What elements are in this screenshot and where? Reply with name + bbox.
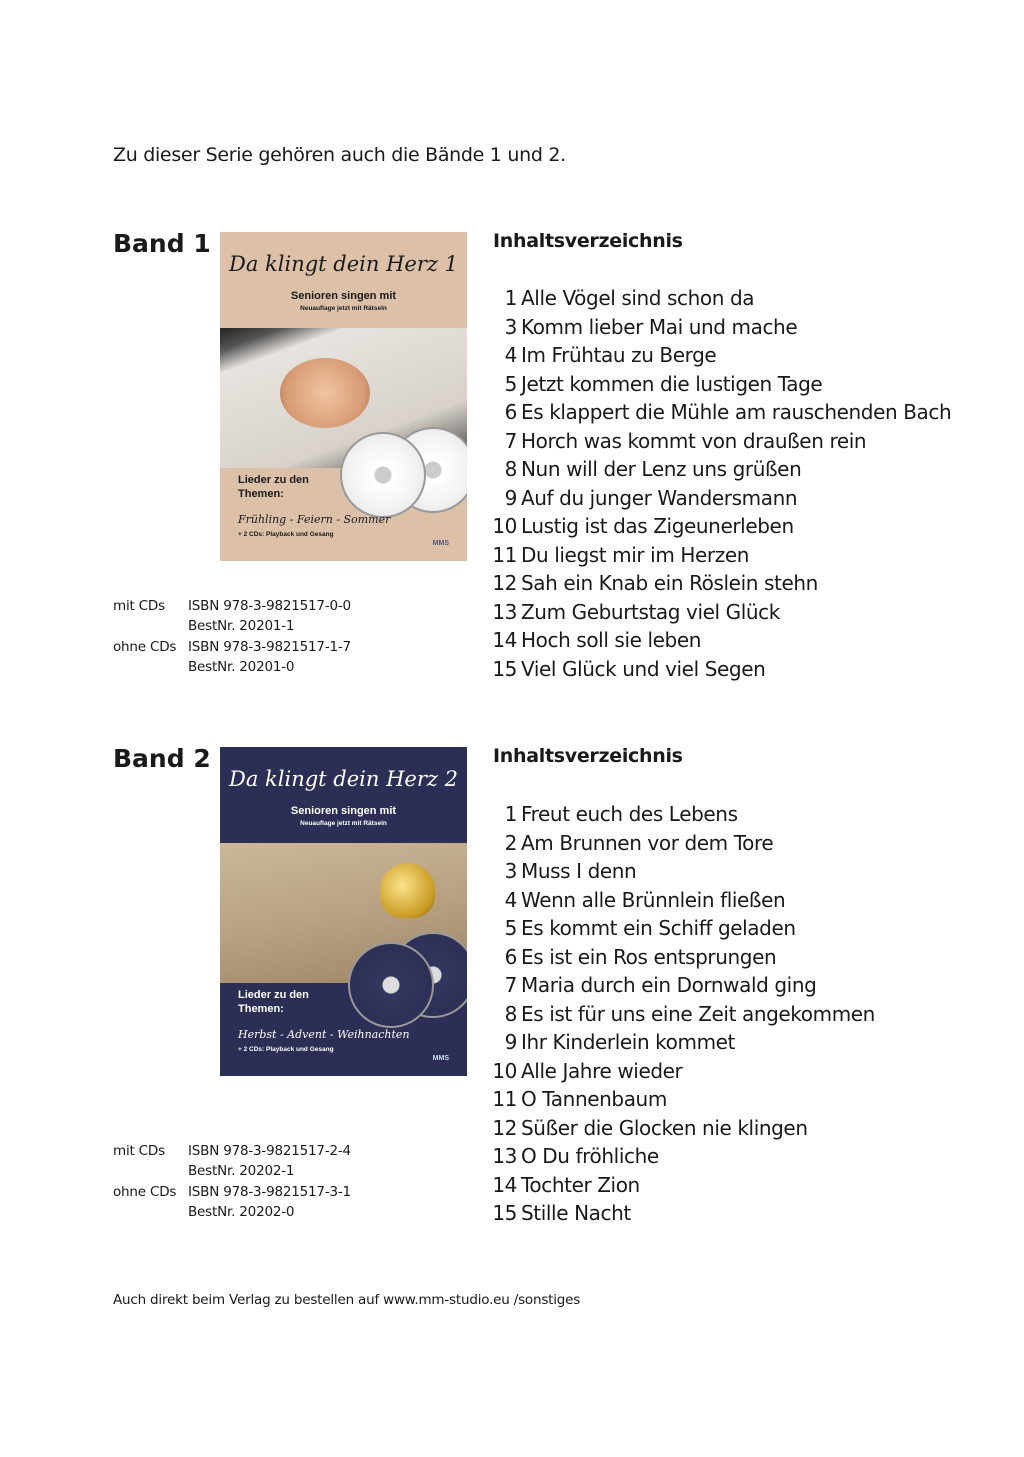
cover-subtitle: Senioren singen mit [290,290,397,302]
band-1-isbn [113,596,351,677]
toc-item [490,626,951,655]
toc-item [490,1028,875,1057]
cover-subtitle: Senioren singen mit [290,805,397,817]
toc-item [490,569,951,598]
song-title: Ihr Kinderlein kommet [521,1030,735,1054]
isbn-row [113,1182,351,1202]
song-title: O Tannenbaum [521,1087,667,1111]
toc-item [490,1057,875,1086]
song-title: Stille Nacht [521,1201,631,1225]
edition-label: ohne CDs [113,1183,177,1200]
toc-item [490,914,875,943]
band-1-heading: Band 1 [113,229,211,258]
toc-item [490,398,951,427]
song-number: 4 [504,343,517,367]
song-number: 7 [504,973,517,997]
toc-item [490,1199,875,1228]
bell-image [380,863,435,918]
isbn-row [113,1202,351,1222]
song-title: Komm lieber Mai und mache [521,314,798,339]
song-title: Am Brunnen vor dem Tore [521,830,774,855]
song-number: 1 [504,802,517,826]
intro-text: Zu dieser Serie gehören auch die Bände 1 und 2. [113,144,566,166]
song-number: 3 [504,314,517,339]
song-title: Alle Jahre wieder [521,1058,683,1083]
band-1-toc-title: Inhaltsverzeichnis [493,230,683,252]
cover-cds: + 2 CDs: Playback und Gesang [238,1046,334,1053]
toc-item [490,1142,875,1171]
band-2-toc-title: Inhaltsverzeichnis [493,745,683,767]
band-1-cover [220,232,467,561]
song-number: 6 [504,944,517,969]
song-number: 13 [492,599,517,624]
song-number: 9 [504,485,517,510]
isbn-value: ISBN 978-3-9821517-3-1 [188,1183,351,1200]
isbn-value: BestNr. 20202-0 [188,1203,295,1220]
toc-item [490,857,875,886]
song-title: Tochter Zion [521,1172,640,1197]
toc-item [490,1114,875,1143]
song-title: O Du fröhliche [521,1144,659,1168]
cover-note: Neuauflage jetzt mit Rätseln [300,820,387,827]
song-title: Süßer die Glocken nie klingen [521,1115,808,1140]
song-number: 14 [492,628,517,652]
toc-item [490,971,875,1000]
toc-item [490,1085,875,1114]
song-title: Lustig ist das Zigeunerleben [521,514,794,538]
cover-themes: Frühling - Feiern - Sommer [238,513,391,526]
song-title: Es klappert die Mühle am rauschenden Bach [521,400,952,424]
song-title: Freut euch des Lebens [521,802,738,826]
song-number: 10 [492,514,517,538]
song-title: Du liegst mir im Herzen [521,542,750,567]
toc-item [490,598,951,627]
footer-order-note: Auch direkt beim Verlag zu bestellen auf www.mm-studio.eu /sonstiges [113,1292,581,1308]
isbn-value: ISBN 978-3-9821517-1-7 [188,638,351,655]
song-number: 4 [504,887,517,912]
cover-title: Da klingt dein Herz 1 [229,252,458,276]
isbn-row [113,637,351,657]
song-title: Sah ein Knab ein Röslein stehn [521,571,818,595]
toc-item [490,284,951,313]
song-number: 11 [492,542,517,567]
isbn-value: BestNr. 20201-0 [188,658,295,675]
isbn-row [113,1141,351,1161]
cd-image [348,942,434,1028]
toc-item [490,655,951,684]
song-number: 8 [504,457,517,481]
band-2-isbn [113,1141,351,1222]
song-title: Wenn alle Brünnlein fließen [521,887,786,912]
isbn-value: ISBN 978-3-9821517-0-0 [188,598,351,614]
song-number: 5 [504,916,517,940]
mms-logo: MMS [432,540,449,547]
song-number: 14 [492,1172,517,1197]
toc-item [490,541,951,570]
mms-logo: MMS [432,1055,449,1062]
toc-item [490,313,951,342]
song-number: 11 [492,1087,517,1111]
cover-title: Da klingt dein Herz 2 [229,767,458,791]
isbn-value: BestNr. 20201-1 [188,618,295,635]
cover-lieder: Lieder zu den Themen: [238,474,309,500]
toc-item [490,427,951,456]
song-title: Alle Vögel sind schon da [521,286,755,310]
cover-themes: Herbst - Advent - Weihnachten [238,1028,410,1041]
song-title: Es ist für uns eine Zeit angekommen [521,1001,875,1026]
rose-image [280,358,370,428]
isbn-value: BestNr. 20202-1 [188,1163,295,1180]
song-title: Es ist ein Ros entsprungen [521,944,777,969]
song-title: Auf du junger Wandersmann [521,485,798,510]
song-title: Hoch soll sie leben [521,628,702,652]
toc-item [490,1000,875,1029]
song-number: 5 [504,371,517,396]
song-number: 12 [492,1115,517,1140]
song-title: Viel Glück und viel Segen [521,656,766,681]
song-title: Muss I denn [521,859,637,883]
edition-label: mit CDs [113,598,165,614]
song-number: 3 [504,859,517,883]
isbn-row [113,616,351,636]
song-number: 6 [504,400,517,424]
isbn-row [113,1161,351,1181]
toc-item [490,455,951,484]
edition-label: ohne CDs [113,638,177,655]
song-number: 1 [504,286,517,310]
band-1-toc [490,284,951,683]
song-number: 12 [492,571,517,595]
isbn-row [113,657,351,677]
song-number: 13 [492,1144,517,1168]
song-title: Jetzt kommen die lustigen Tage [521,371,823,396]
song-number: 2 [504,830,517,855]
song-title: Zum Geburtstag viel Glück [521,599,780,624]
band-2-heading: Band 2 [113,744,211,773]
edition-label: mit CDs [113,1143,165,1159]
song-title: Im Frühtau zu Berge [521,343,717,367]
toc-item [490,484,951,513]
cd-image [340,432,426,518]
song-title: Maria durch ein Dornwald ging [521,973,817,997]
song-number: 7 [504,428,517,453]
cover-lieder: Lieder zu den Themen: [238,989,309,1015]
isbn-value: ISBN 978-3-9821517-2-4 [188,1143,351,1159]
song-number: 10 [492,1058,517,1083]
cover-cds: + 2 CDs: Playback und Gesang [238,531,334,538]
band-2-toc [490,800,875,1228]
toc-item [490,800,875,829]
song-number: 15 [492,1201,517,1225]
isbn-row [113,596,351,616]
song-number: 9 [504,1030,517,1054]
song-number: 8 [504,1001,517,1026]
toc-item [490,370,951,399]
toc-item [490,886,875,915]
toc-item [490,341,951,370]
band-2-cover [220,747,467,1076]
song-title: Nun will der Lenz uns grüßen [521,457,802,481]
song-title: Horch was kommt von draußen rein [521,428,867,453]
cover-note: Neuauflage jetzt mit Rätseln [300,305,387,312]
song-number: 15 [492,656,517,681]
toc-item [490,943,875,972]
song-title: Es kommt ein Schiff geladen [521,916,796,940]
toc-item [490,1171,875,1200]
toc-item [490,829,875,858]
toc-item [490,512,951,541]
